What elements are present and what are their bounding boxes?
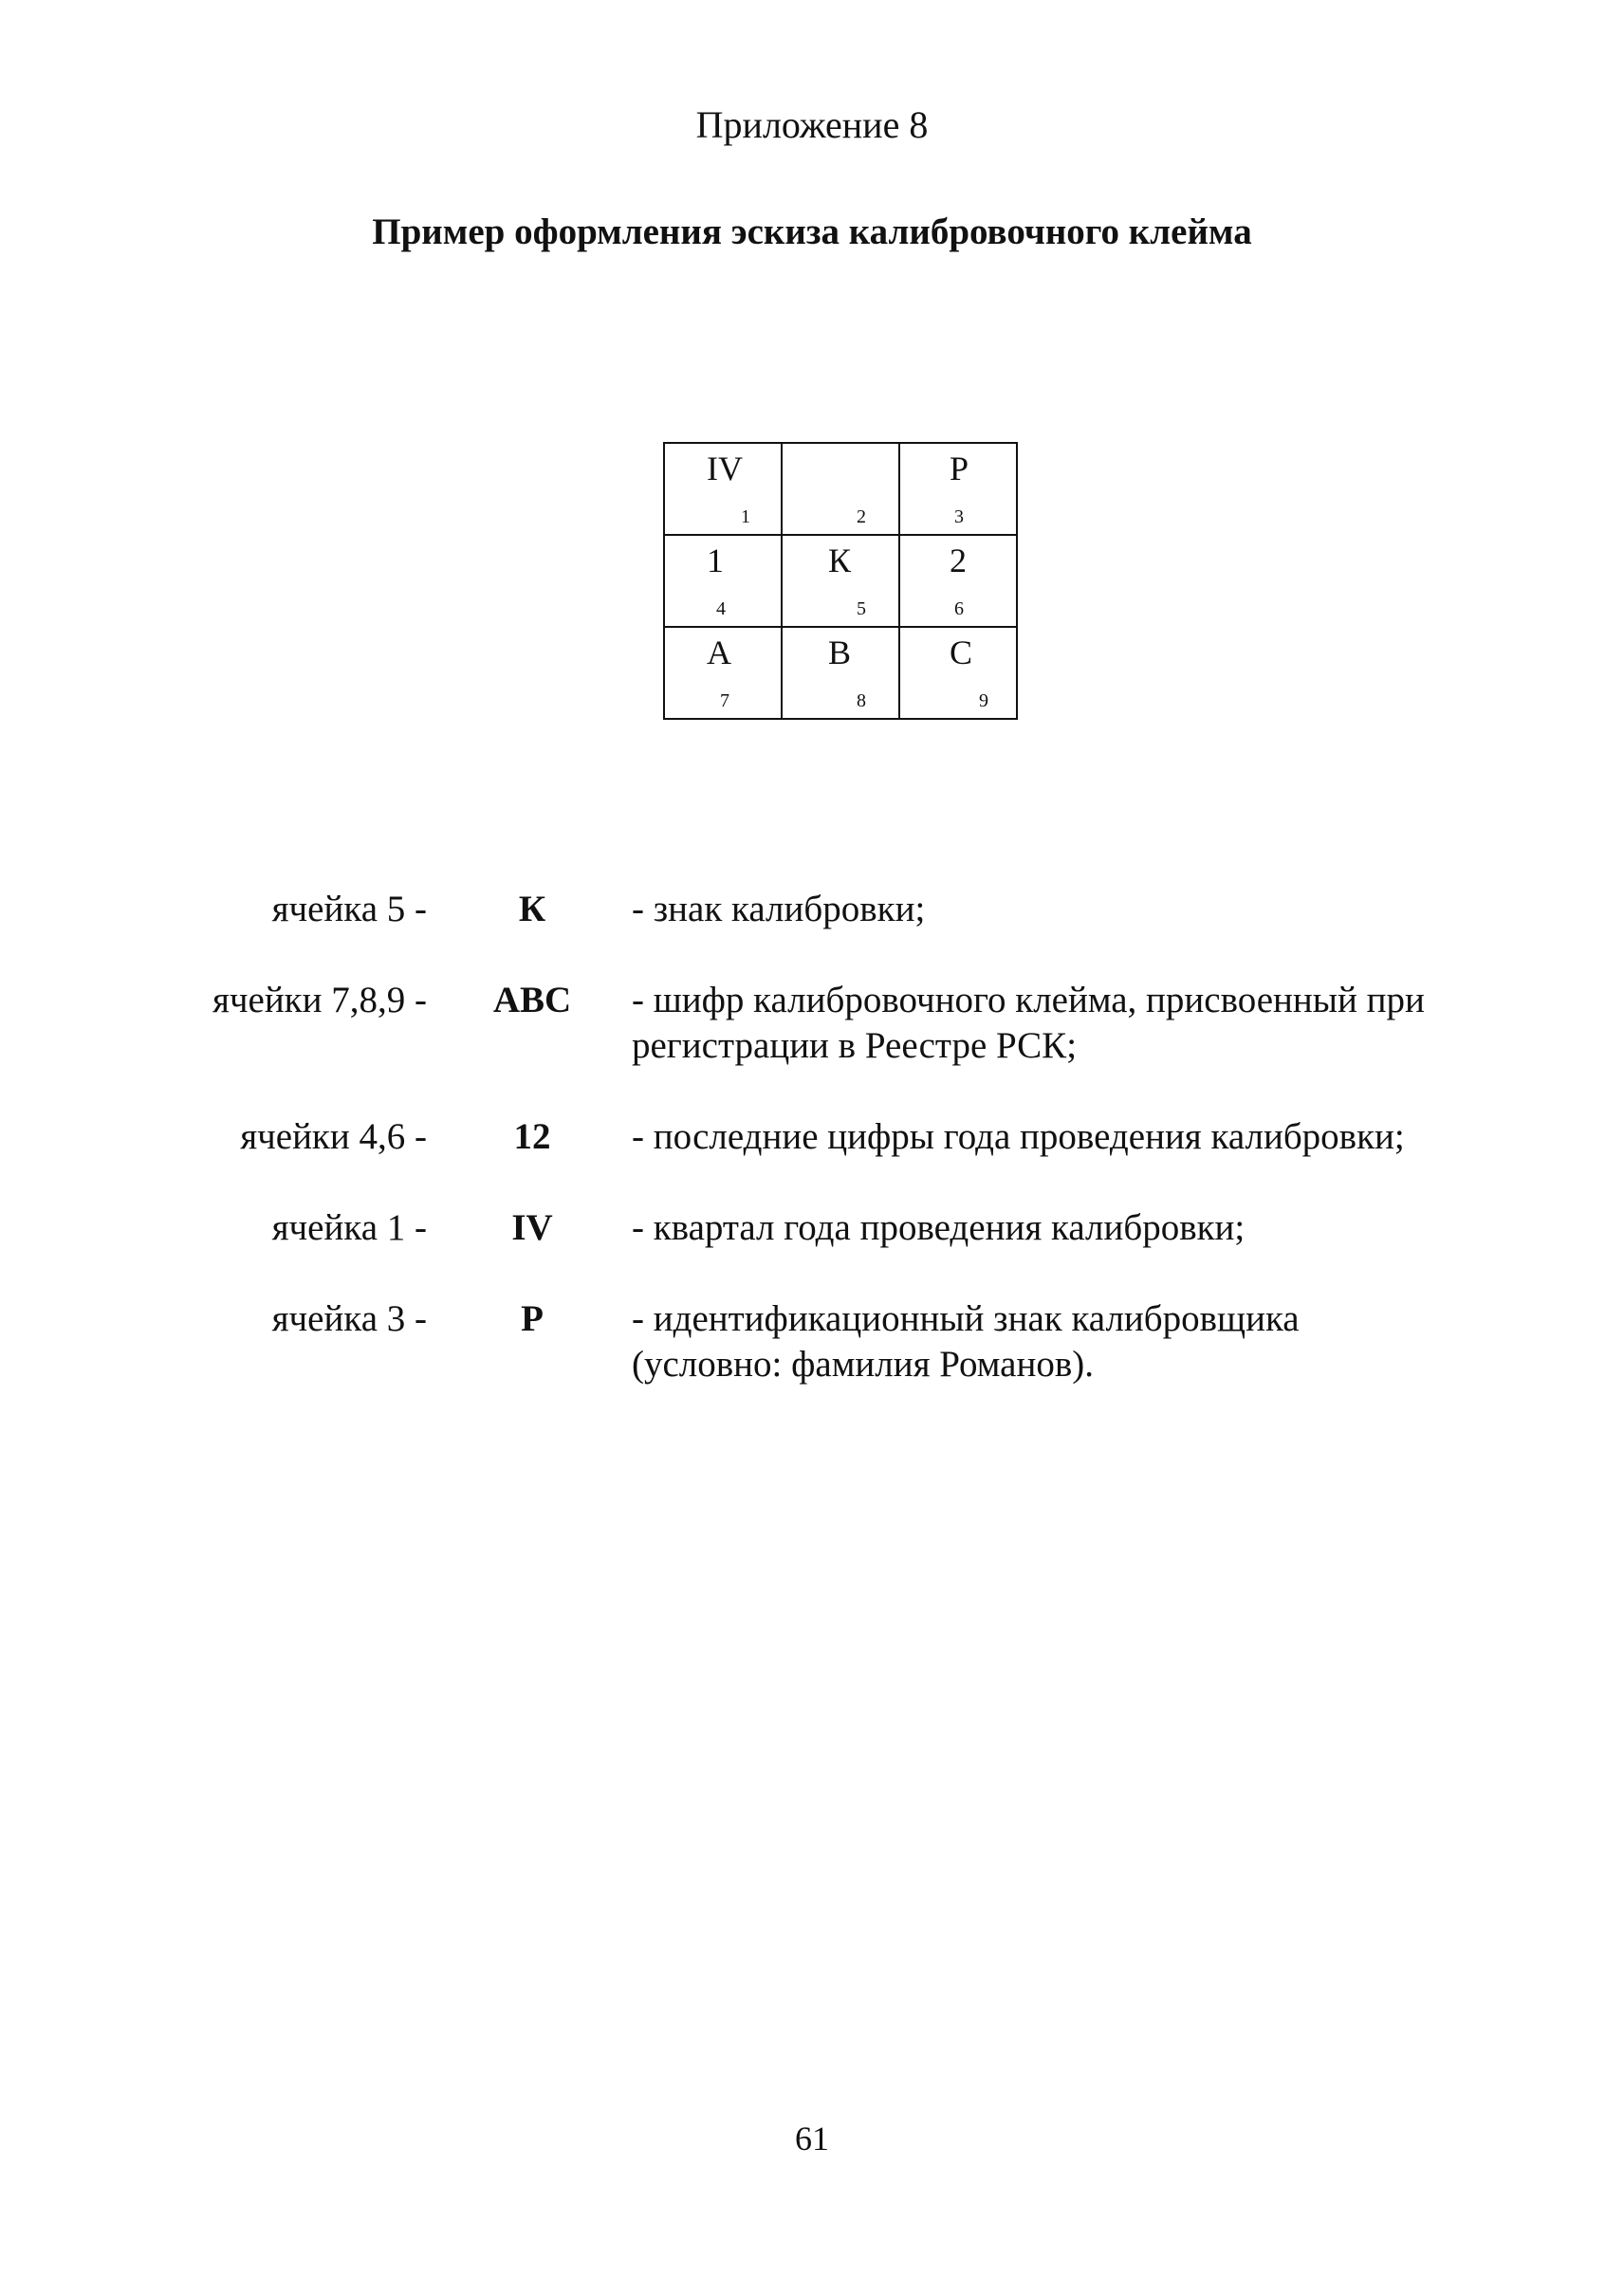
stamp-grid-row	[664, 443, 1017, 535]
legend-description: - знак калибровки;	[632, 889, 926, 929]
legend-item	[0, 1114, 1624, 1205]
stamp-cell-number: 1	[741, 506, 750, 527]
stamp-cell-value: К	[828, 542, 852, 579]
stamp-cell-number: 8	[857, 690, 866, 711]
stamp-cell-number: 2	[857, 506, 866, 527]
stamp-cell-number: 5	[857, 598, 866, 619]
legend-item	[0, 1205, 1624, 1296]
legend-description: (условно: фамилия Романов).	[632, 1344, 1095, 1385]
stamp-sketch-grid	[663, 442, 1018, 720]
stamp-cell-number: 9	[979, 690, 988, 711]
stamp-cell-value: 2	[950, 542, 967, 579]
legend-code: Р	[521, 1298, 544, 1339]
legend-description: - квартал года проведения калибровки;	[632, 1207, 1246, 1248]
legend	[0, 887, 1624, 1387]
legend-code: К	[518, 889, 546, 929]
stamp-cell-number: 4	[716, 598, 726, 619]
legend-item	[0, 887, 1624, 978]
stamp-cell-9	[899, 627, 1017, 719]
stamp-grid-row	[664, 535, 1017, 627]
stamp-cell-4	[664, 535, 782, 627]
legend-description: - идентификационный знак калибровщика	[632, 1298, 1300, 1339]
stamp-cell-5	[782, 535, 899, 627]
legend-item	[0, 978, 1624, 1023]
page-number: 61	[795, 2120, 829, 2158]
legend-cells: ячейки 7,8,9 -	[212, 980, 427, 1020]
stamp-grid-row	[664, 627, 1017, 719]
stamp-cell-value: IV	[707, 450, 743, 487]
stamp-cell-value: 1	[707, 542, 724, 579]
stamp-cell-1	[664, 443, 782, 535]
legend-description: - шифр калибровочного клейма, присвоенный при	[632, 980, 1425, 1020]
appendix-label: Приложение 8	[695, 103, 929, 146]
page-title: Пример оформления эскиза калибровочного клейма	[372, 211, 1252, 252]
legend-item	[0, 1296, 1624, 1342]
legend-cells: ячейка 1 -	[271, 1207, 427, 1248]
stamp-cell-value: А	[707, 634, 731, 671]
stamp-cell-number: 3	[954, 506, 964, 527]
stamp-cell-value: Р	[950, 450, 969, 487]
legend-code: IV	[511, 1207, 553, 1248]
stamp-cell-6	[899, 535, 1017, 627]
legend-cells: ячейка 3 -	[271, 1298, 427, 1339]
legend-cells: ячейка 5 -	[271, 889, 427, 929]
stamp-cell-number: 7	[720, 690, 729, 711]
legend-description: - последние цифры года проведения калибровки;	[632, 1116, 1405, 1157]
legend-item-continuation	[0, 1023, 1624, 1114]
legend-item-continuation	[0, 1342, 1624, 1387]
stamp-cell-value: В	[828, 634, 852, 671]
stamp-cell-7	[664, 627, 782, 719]
stamp-cell-2	[782, 443, 899, 535]
stamp-cell-8	[782, 627, 899, 719]
stamp-cell-number: 6	[954, 598, 964, 619]
legend-cells: ячейки 4,6 -	[240, 1116, 427, 1157]
stamp-cell-3	[899, 443, 1017, 535]
legend-description: регистрации в Реестре РСК;	[632, 1025, 1078, 1066]
legend-code: АВС	[492, 980, 572, 1020]
stamp-cell-value: С	[950, 634, 973, 671]
legend-code: 12	[513, 1116, 551, 1157]
